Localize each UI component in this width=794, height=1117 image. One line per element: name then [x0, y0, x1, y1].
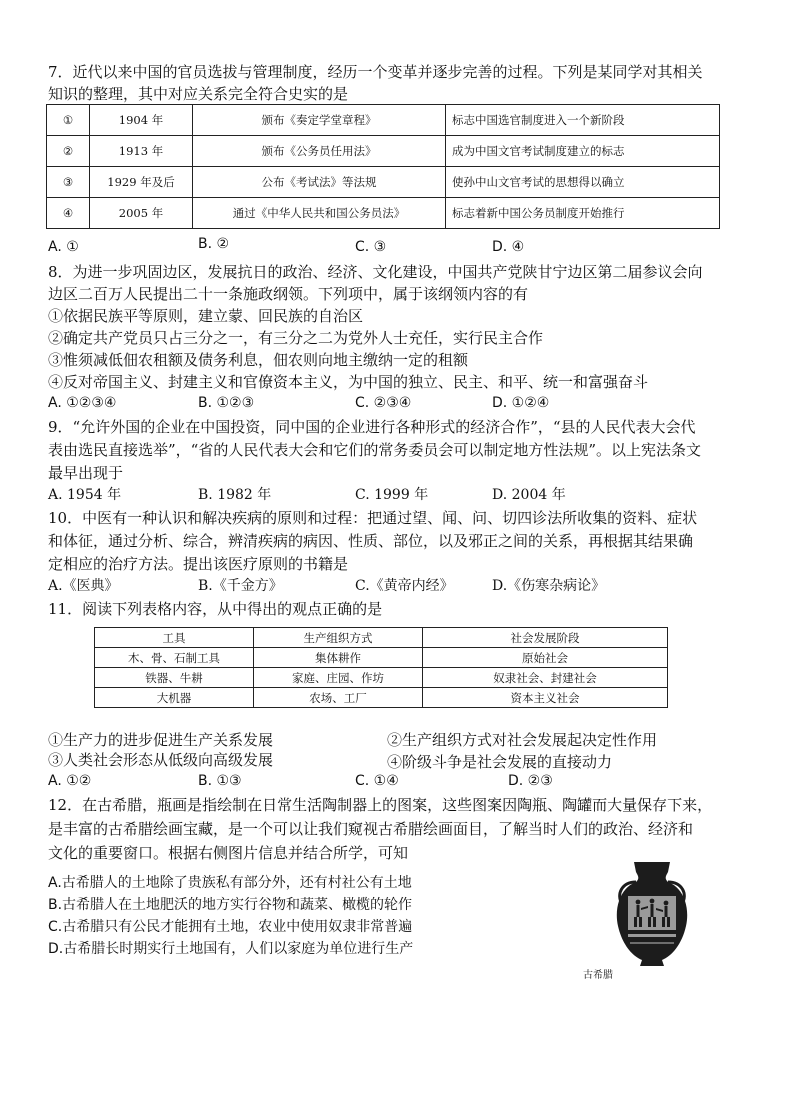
q11-cell-tool: 大机器	[95, 688, 254, 708]
q11-cell-organization: 农场、工厂	[254, 688, 423, 708]
q12-stem-line1: 12．在古希腊，瓶画是指绘制在日常生活陶制器上的图案，这些图案因陶瓶、陶罐而大量保存下来，	[48, 796, 713, 814]
q9-option-a[interactable]: A. 1954 年	[48, 487, 122, 503]
q7-option-d[interactable]: D. ④	[492, 239, 525, 255]
q11-item-4: ④阶级斗争是社会发展的直接动力	[387, 753, 613, 771]
q11-cell-stage: 奴隶社会、封建社会	[423, 668, 668, 688]
table-row	[47, 105, 720, 136]
q7-stem-line1: 7．近代以来中国的官员选拔与管理制度，经历一个变革并逐步完善的过程。下列是某同学对其相关	[48, 63, 703, 81]
q11-cell-stage: 原始社会	[423, 648, 668, 668]
q11-option-c[interactable]: C. ①④	[355, 773, 399, 789]
table-header-row	[95, 628, 668, 648]
q7-row-year: 1929 年及后	[90, 167, 193, 198]
q8-item-1: ①依据民族平等原则，建立蒙、回民族的自治区	[48, 307, 364, 325]
q10-stem-line1: 10．中医有一种认识和解决疾病的原则和过程：把通过望、闻、问、切四诊法所收集的资料、症状	[48, 509, 698, 527]
q7-row-action: 通过《中华人民共和国公务员法》	[193, 198, 446, 229]
q11-cell-tool: 木、骨、石制工具	[95, 648, 254, 668]
q12-option-b[interactable]: B.古希腊人在土地肥沃的地方实行谷物和蔬菜、橄榄的轮作	[48, 897, 413, 913]
q7-option-c[interactable]: C. ③	[355, 239, 387, 255]
q11-stem: 11．阅读下列表格内容，从中得出的观点正确的是	[48, 600, 383, 618]
q10-option-b[interactable]: B.《千金方》	[198, 578, 283, 594]
q12-stem-line3: 文化的重要窗口。根据右侧图片信息并结合所学，可知	[48, 844, 409, 862]
q10-option-d[interactable]: D.《伤寒杂病论》	[492, 578, 606, 594]
q8-option-c[interactable]: C. ②③④	[355, 395, 412, 411]
q8-option-d[interactable]: D. ①②④	[492, 395, 550, 411]
q10-stem-line2: 和体征，通过分析、综合，辨清疾病的病因、性质、部位，以及邪正之间的关系，再根据其结果确	[48, 532, 694, 550]
q8-option-a[interactable]: A. ①②③④	[48, 395, 117, 411]
q10-option-a[interactable]: A.《医典》	[48, 578, 119, 594]
q7-option-a[interactable]: A. ①	[48, 239, 79, 255]
q7-option-b[interactable]: B. ②	[198, 236, 230, 252]
q12-option-c[interactable]: C.古希腊只有公民才能拥有土地，农业中使用奴隶非常普遍	[48, 919, 413, 935]
q9-stem-line3: 最早出现于	[48, 464, 124, 482]
table-row	[95, 648, 668, 668]
q7-row-year: 2005 年	[90, 198, 193, 229]
q10-stem-line3: 定相应的治疗方法。提出该医疗原则的书籍是	[48, 555, 349, 573]
q11-table	[94, 627, 668, 708]
q8-stem-line1: 8．为进一步巩固边区，发展抗日的政治、经济、文化建设，中国共产党陕甘宁边区第二届参议会向	[48, 263, 703, 281]
q11-cell-organization: 家庭、庄园、作坊	[254, 668, 423, 688]
vase-caption: 古希腊	[583, 970, 613, 981]
q11-cell-organization: 集体耕作	[254, 648, 423, 668]
q7-row-num: ②	[47, 136, 90, 167]
q11-header-tool: 工具	[95, 628, 254, 648]
q11-option-a[interactable]: A. ①②	[48, 773, 92, 789]
q11-option-d[interactable]: D. ②③	[508, 773, 553, 789]
table-row	[47, 167, 720, 198]
q10-option-c[interactable]: C.《黄帝内经》	[355, 578, 454, 594]
q7-row-num: ③	[47, 167, 90, 198]
q9-stem-line2: 表由选民直接选举”，“省的人民代表大会和它们的常务委员会可以制定地方性法规”。以上宪法条文	[48, 441, 702, 459]
table-row	[95, 688, 668, 708]
q7-row-num: ①	[47, 105, 90, 136]
q11-item-3: ③人类社会形态从低级向高级发展	[48, 751, 274, 769]
q9-stem-line1: 9．“允许外国的企业在中国投资，同中国的企业进行各种形式的经济合作”，“县的人民代表大会代	[48, 418, 696, 436]
q8-item-4: ④反对帝国主义、封建主义和官僚资本主义，为中国的独立、民主、和平、统一和富强奋斗	[48, 373, 649, 391]
q7-row-action: 颁布《公务员任用法》	[193, 136, 446, 167]
table-row	[95, 668, 668, 688]
q9-option-c[interactable]: C. 1999 年	[355, 487, 429, 503]
q12-stem-line2: 是丰富的古希腊绘画宝藏，是一个可以让我们窥视古希腊绘画面目，了解当时人们的政治、经济和	[48, 820, 694, 838]
q11-option-b[interactable]: B. ①③	[198, 773, 242, 789]
q7-row-action: 颁布《奏定学堂章程》	[193, 105, 446, 136]
q9-option-b[interactable]: B. 1982 年	[198, 487, 272, 503]
q11-header-stage: 社会发展阶段	[423, 628, 668, 648]
q7-row-significance: 成为中国文官考试制度建立的标志	[446, 136, 720, 167]
q12-option-a[interactable]: A.古希腊人的土地除了贵族私有部分外，还有村社公有土地	[48, 875, 412, 891]
q8-item-2: ②确定共产党员只占三分之一，有三分之二为党外人士充任，实行民主合作	[48, 329, 544, 347]
q7-row-year: 1904 年	[90, 105, 193, 136]
q8-stem-line2: 边区二百万人民提出二十一条施政纲领。下列项中，属于该纲领内容的有	[48, 285, 529, 303]
q7-row-action: 公布《考试法》等法规	[193, 167, 446, 198]
q7-row-significance: 标志中国选官制度进入一个新阶段	[446, 105, 720, 136]
q7-table	[46, 104, 720, 229]
q7-stem-line2: 知识的整理，其中对应关系完全符合史实的是	[48, 85, 349, 103]
table-row	[47, 136, 720, 167]
q9-option-d[interactable]: D. 2004 年	[492, 487, 566, 503]
q11-cell-stage: 资本主义社会	[423, 688, 668, 708]
q8-item-3: ③惟须减低佃农租额及债务利息，佃农则向地主缴纳一定的租额	[48, 351, 469, 369]
q11-item-2: ②生产组织方式对社会发展起决定性作用	[387, 731, 658, 749]
q11-item-1: ①生产力的进步促进生产关系发展	[48, 731, 274, 749]
q8-option-b[interactable]: B. ①②③	[198, 395, 255, 411]
q11-header-organization: 生产组织方式	[254, 628, 423, 648]
q7-row-num: ④	[47, 198, 90, 229]
q7-row-year: 1913 年	[90, 136, 193, 167]
table-row	[47, 198, 720, 229]
q11-cell-tool: 铁器、牛耕	[95, 668, 254, 688]
q7-row-significance: 使孙中山文官考试的思想得以确立	[446, 167, 720, 198]
greek-vase-image	[612, 858, 692, 968]
q7-row-significance: 标志着新中国公务员制度开始推行	[446, 198, 720, 229]
q12-option-d[interactable]: D.古希腊长时期实行土地国有，人们以家庭为单位进行生产	[48, 941, 414, 957]
